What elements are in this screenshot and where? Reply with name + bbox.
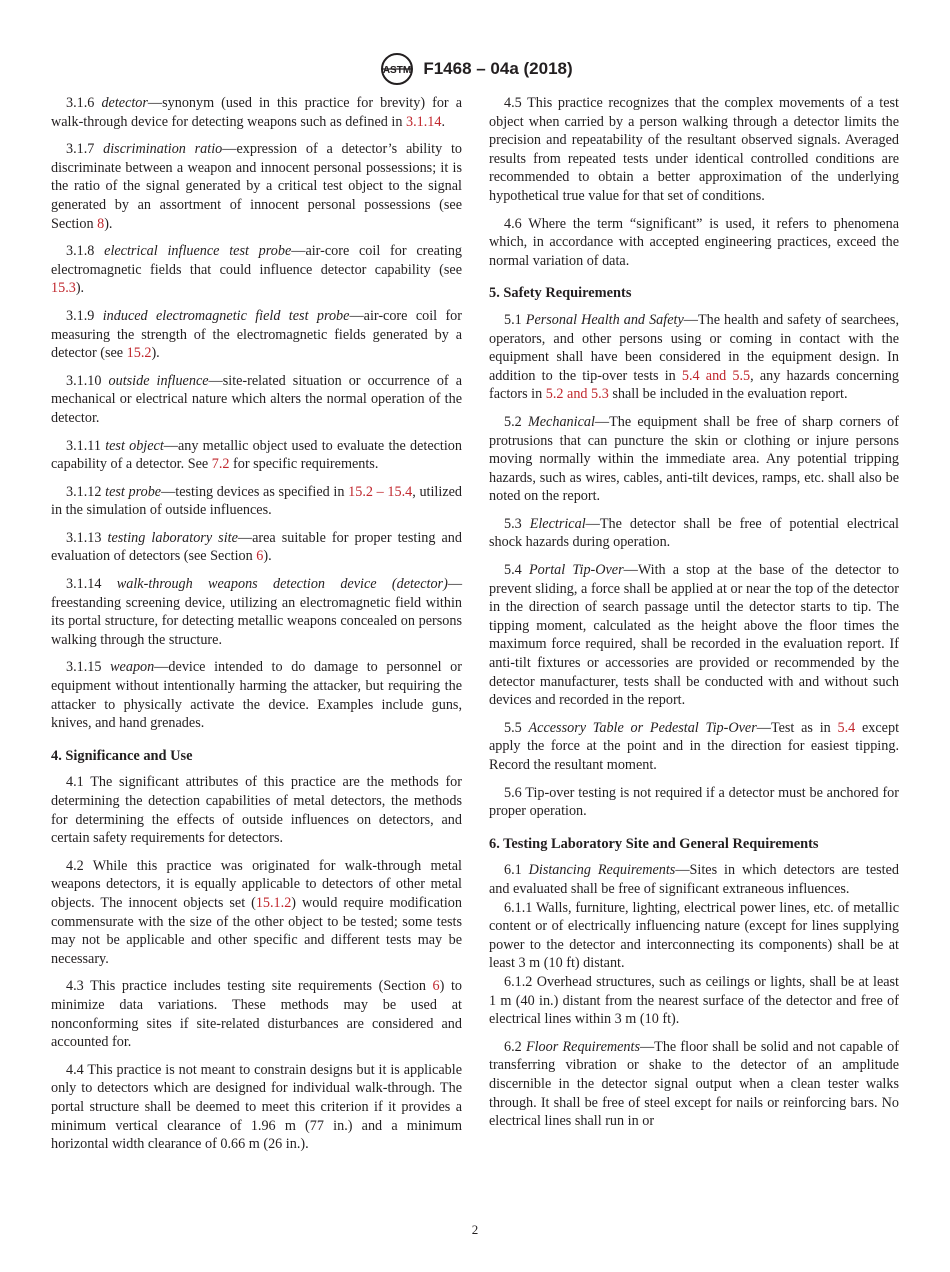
- page-number: 2: [471, 1222, 479, 1237]
- standard-designation: F1468 – 04a (2018): [423, 59, 573, 78]
- paragraph-5-1: 5.1 Personal Health and Safety—The health and safety of searchees, operators, and other persons using or coming in contact with the equipment shall have been considered in the equipment design. In addition to the tip-over tests in 5.4 and 5.5, any hazards concerning factors in 5.2 and 5.3 shall be included in the evaluation report.: [489, 311, 900, 403]
- svg-text:ASTM: ASTM: [383, 65, 412, 76]
- paragraph-3-1-9: 3.1.9 induced electromagnetic field test probe—air-core coil for measuring the strength of the electromagnetic fields generated by a detector (see 15.2).: [51, 307, 462, 362]
- ref-link[interactable]: 5.4: [837, 719, 856, 736]
- paragraph-3-1-10: 3.1.10 outside influence—site-related situation or occurrence of a mechanical or electrical nature which alters the normal operation of the detector.: [51, 372, 462, 426]
- paragraph-4-5: 4.5 This practice recognizes that the complex movements of a test object when carried by a person walking through a detector limits the precision and repeatability of the resultant observed signals. Averaged results from repeated tests under identical controlled conditions are recommended to obtain a better approximation of the underlying hypothetical true value for that set of conditions.: [489, 95, 899, 204]
- ref-link[interactable]: 15.2 – 15.4: [348, 483, 413, 500]
- paragraph-4-6: 4.6 Where the term “significant” is used, it refers to phenomena which, in accordance with accepted engineering practices, exceed the normal variation of data.: [489, 215, 899, 269]
- paragraph-3-1-7: 3.1.7 discrimination ratio—expression of a detector’s ability to discriminate between a weapon and innocent personal possessions; it is the ratio of the signal generated by a critical test object to the signal generated by an assortment of innocent personal possessions (see Section 8).: [51, 141, 463, 232]
- ref-link[interactable]: 15.2: [126, 345, 152, 362]
- ref-link[interactable]: 15.3: [51, 280, 76, 297]
- paragraph-5-3: 5.3 Electrical—The detector shall be free of potential electrical shock hazards during operation.: [489, 515, 899, 551]
- right-column: [489, 94, 899, 1140]
- paragraph-3-1-8: 3.1.8 electrical influence test probe—air-core coil for creating electromagnetic fields that could influence detector capability (see 15.3).: [51, 243, 463, 297]
- paragraph-3-1-15: 3.1.15 weapon—device intended to do damage to personnel or equipment without intentionally harming the attacker, but requiring the attacker to physically activate the device. Examples include guns, knives, and hand grenades.: [51, 659, 462, 732]
- page-header: [0, 50, 950, 88]
- section-heading-6: 6. Testing Laboratory Site and General Requirements: [489, 835, 819, 852]
- paragraph-5-5: 5.5 Accessory Table or Pedestal Tip-Over—Test as in 5.4 except apply the force at the point and in the direction for easiest tipping. Record the resultant moment.: [489, 719, 900, 773]
- paragraph-3-1-14: 3.1.14 walk-through weapons detection device (detector)—freestanding screening device, utilizing an electromagnetic field within its portal structure, for detecting metallic weapons concealed on persons walking through the structure.: [51, 576, 462, 648]
- paragraph-5-2: 5.2 Mechanical—The equipment shall be free of sharp corners of protrusions that can puncture the skin or clothing or injure persons moving normally within the immediate area. Any potential tripping hazards, such as wires, cables, anti-tilt devices, ramps, etc. shall also be noted on the report.: [489, 413, 899, 505]
- ref-link[interactable]: 3.1.14: [405, 113, 442, 130]
- paragraph-4-2: 4.2 While this practice was originated for walk-through metal weapons detectors, it is equally applicable to detectors of other metal objects. The innocent objects set (15.1.2) would require modification commensurate with the size of the other object to be tested; some tests may not be applicable and other specific and different tests may be necessary.: [51, 857, 462, 967]
- ref-link[interactable]: 7.2: [211, 456, 230, 473]
- left-column: [51, 94, 462, 1163]
- ref-link[interactable]: 8: [97, 215, 105, 232]
- paragraph-5-6: 5.6 Tip-over testing is not required if a detector must be anchored for proper operation.: [489, 784, 899, 820]
- paragraph-3-1-12: 3.1.12 test probe—testing devices as specified in 15.2 – 15.4, utilized in the simulation of outside influences.: [51, 483, 463, 519]
- ref-link[interactable]: 5.2 and 5.3: [545, 386, 609, 403]
- section-heading-4: 4. Significance and Use: [51, 747, 193, 764]
- ref-link[interactable]: 5.4 and 5.5: [681, 367, 751, 384]
- paragraph-5-4: 5.4 Portal Tip-Over—With a stop at the base of the detector to prevent sliding, a force shall be applied at or near the top of the detector in the direction of search passage until the detector starts to tip. The tipping moment, calculated as the height above the floor times the maximum force required, shall be recorded in the evaluation report. If anti-tilt fixtures or accessories are provided or recommended by the detector manufacturer, tests shall be conducted with and without such devices and recorded in the report.: [489, 562, 899, 709]
- paragraph-3-1-11: 3.1.11 test object—any metallic object used to evaluate the detection capability of a detector. See 7.2 for specific requirements.: [51, 437, 462, 473]
- paragraph-3-1-6: 3.1.6 detector—synonym (used in this practice for brevity) for a walk-through device for detecting weapons such as defined in 3.1.14.: [51, 95, 462, 130]
- paragraph-6-1: 6.1 Distancing Requirements—Sites in which detectors are tested and evaluated shall be free of significant extraneous influences.: [489, 862, 900, 897]
- paragraph-6-1-2: 6.1.2 Overhead structures, such as ceilings or lights, shall be at least 1 m (40 in.) distant from the nearest surface of the detector and free of electrical lines within 3 m (10 ft).: [489, 973, 899, 1028]
- section-heading-5: 5. Safety Requirements: [489, 285, 632, 302]
- ref-link[interactable]: 15.1.2: [255, 894, 292, 911]
- paragraph-6-1-1: 6.1.1 Walls, furniture, lighting, electrical power lines, etc. of metallic content or of electrically influencing nature (except for lines supplying power to the detector and interconnecting its components) shall be at least 3 m (10 ft) distant.: [489, 899, 899, 972]
- paragraph-4-3: 4.3 This practice includes testing site requirements (Section 6) to minimize data variations. These methods may be used at nonconforming sites if site-related disturbances are considered and accounted for.: [51, 978, 462, 1051]
- paragraph-4-4: 4.4 This practice is not meant to constrain designs but it is applicable only to detectors which are designed for individual walk-through. The portal structure shall be deemed to meet this criterion if it provides a minimum vertical clearance of 1.96 m (77 in.) and a minimum horizontal width clearance of 0.66 m (26 in.).: [51, 1061, 462, 1153]
- astm-logo: [377, 51, 417, 87]
- paragraph-4-1: 4.1 The significant attributes of this practice are the methods for determining the detection capabilities of metal detectors, the methods for determining the effects of outside influences on detectors, and certain safety requirements for detectors.: [51, 774, 462, 847]
- paragraph-3-1-13: 3.1.13 testing laboratory site—area suitable for proper testing and evaluation of detectors (see Section 6).: [51, 529, 462, 565]
- paragraph-6-2: 6.2 Floor Requirements—The floor shall be solid and not capable of transferring vibration or shake to the detector of an amplitude discernible in the detector signal output when a clean tester walks through. It shall be free of steel except for nails or reinforcing bars. No electrical lines shall run in or: [489, 1038, 899, 1130]
- ref-link[interactable]: 6: [256, 548, 264, 565]
- ref-link[interactable]: 6: [432, 978, 440, 995]
